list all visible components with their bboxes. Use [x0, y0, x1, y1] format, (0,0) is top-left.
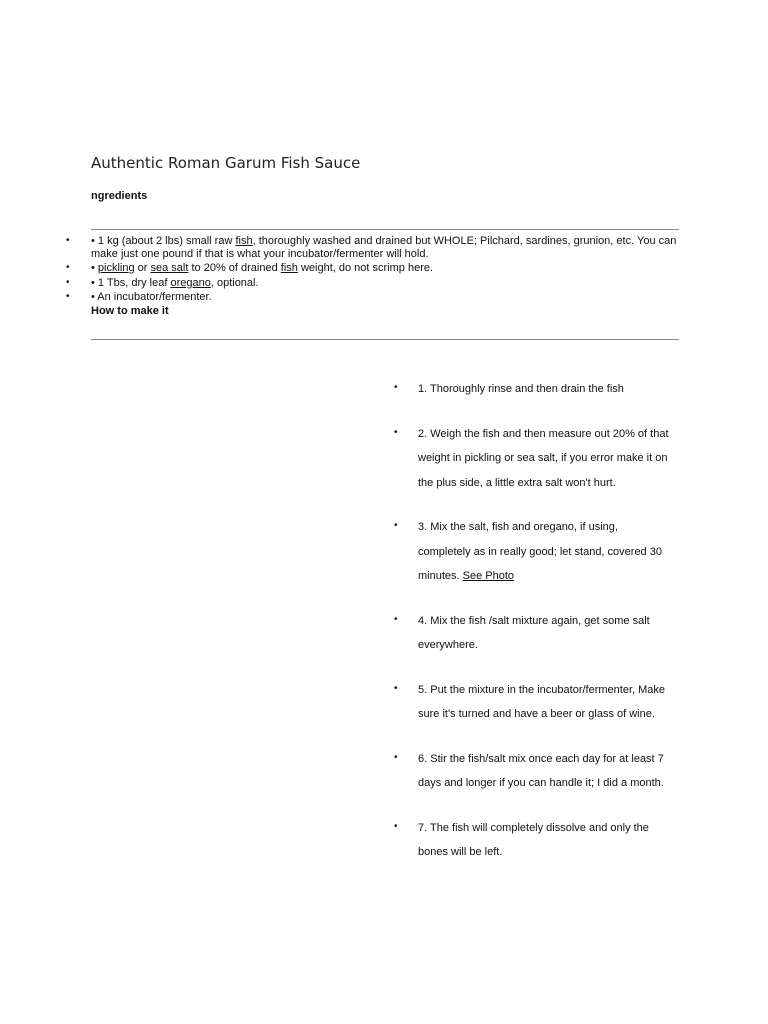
ingredient-text: • An incubator/fermenter. [91, 291, 212, 303]
list-item [0, 235, 681, 260]
bullet: • [394, 520, 398, 531]
list-item [0, 291, 681, 304]
bullet: • [66, 291, 70, 302]
ingredient-fragment: weight, do not scrimp here. [297, 262, 434, 274]
oregano-link[interactable]: oregano [170, 276, 211, 289]
step-item [394, 816, 694, 865]
bullet: • [66, 262, 70, 273]
bullet: • [394, 426, 398, 438]
step-item [394, 422, 694, 496]
ingredient-fragment: to 20% of drained [188, 262, 281, 274]
step-line: days and longer if you can handle it; I did a month. [418, 777, 664, 789]
step-line: weight in pickling or sea salt, if you error make it on [418, 452, 668, 464]
step-line: sure it's turned and have a beer or glass of wine. [418, 708, 655, 720]
step-line: everywhere. [418, 639, 478, 651]
step-line: 3. Mix the salt, fish and oregano, if using, [418, 521, 618, 533]
divider-top [91, 229, 679, 230]
divider-bottom [91, 339, 679, 340]
step-item [394, 377, 694, 402]
step-line: completely as in really good; let stand, covered 30 [418, 545, 662, 558]
step-line: 5. Put the mixture in the incubator/fermenter, Make [418, 683, 666, 696]
list-item [0, 262, 681, 275]
step-item [394, 609, 694, 658]
step-line: 7. The fish will completely dissolve and only the [418, 821, 649, 834]
step-item [394, 678, 694, 727]
fish-link[interactable]: fish [280, 262, 298, 274]
step-line: the plus side, a little extra salt won't hurt. [418, 476, 616, 489]
step-item [394, 747, 694, 796]
ingredient-text [91, 277, 259, 289]
step-item [394, 515, 694, 589]
step-line: bones will be left. [418, 846, 503, 858]
fish-link[interactable]: fish [235, 235, 253, 247]
ingredient-fragment: • 1 kg (about 2 lbs) small raw [91, 235, 236, 247]
ingredient-text [91, 262, 433, 274]
step-line: 4. Mix the fish /salt mixture again, get some salt [418, 614, 650, 627]
bullet: • [394, 382, 398, 393]
bullet: • [394, 682, 398, 694]
ingredient-fragment: • [91, 262, 98, 274]
ingredients-list [0, 235, 768, 306]
step-line: 1. Thoroughly rinse and then drain the fish [418, 383, 624, 395]
ingredients-heading: ngredients [91, 190, 148, 202]
see-photo-link[interactable]: See Photo [462, 570, 515, 582]
step-line: 2. Weigh the fish and then measure out 20% of that [418, 427, 669, 440]
bullet: • [394, 751, 398, 763]
step-fragment: minutes. [418, 570, 463, 582]
pickling-link[interactable]: pickling [97, 262, 135, 274]
howto-heading: How to make it [91, 305, 169, 317]
list-item [0, 277, 681, 290]
document-title: Authentic Roman Garum Fish Sauce [91, 154, 361, 172]
ingredient-fragment: , optional. [210, 276, 259, 289]
sea-salt-link[interactable]: sea salt [150, 262, 189, 274]
ingredient-text [91, 235, 676, 260]
ingredient-fragment: • 1 Tbs, dry leaf [91, 276, 171, 289]
step-line [418, 564, 694, 589]
bullet: • [394, 613, 398, 625]
bullet: • [394, 820, 398, 832]
ingredient-fragment: , thoroughly washed and drained but WHOLE; Pilchard, sardines, grunion, etc. You can make just one pound if that is what your incubator/fermenter will hold. [91, 235, 677, 260]
bullet: • [66, 235, 70, 246]
steps-list [394, 377, 694, 885]
ingredient-fragment: or [134, 262, 151, 274]
step-line: 6. Stir the fish/salt mix once each day for at least 7 [418, 752, 664, 765]
bullet: • [66, 276, 70, 288]
